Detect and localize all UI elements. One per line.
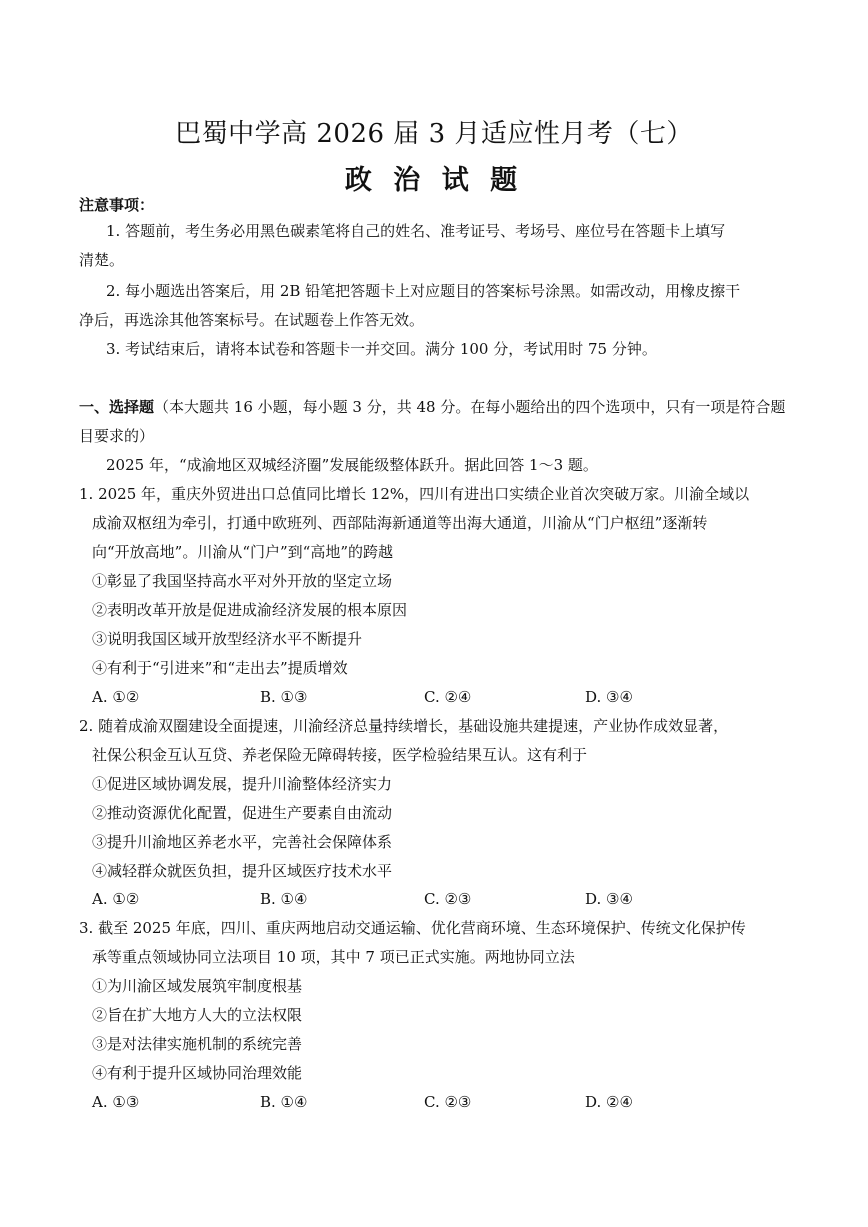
q3-item-4: ④有利于提升区域协同治理效能	[92, 1064, 303, 1082]
q2-item-1: ①促进区域协调发展，提升川渝整体经济实力	[92, 775, 393, 793]
notice-item-1-line-1: 1. 答题前，考生务必用黑色碳素笔将自己的姓名、准考证号、考场号、座位号在答题卡上填写	[106, 222, 726, 240]
q2-stem-line-1: 2. 随着成渝双圈建设全面提速，川渝经济总量持续增长，基础设施共建提速，产业协作成效显著，	[79, 717, 729, 735]
q3-item-1: ①为川渝区域发展筑牢制度根基	[92, 977, 303, 995]
section-1-description-line-2: 目要求的）	[79, 427, 155, 445]
notice-item-2-line-2: 净后，再选涂其他答案标号。在试题卷上作答无效。	[79, 311, 425, 329]
q1-stem-line-1: 1. 2025 年，重庆外贸进出口总值同比增长 12%，四川有进出口实绩企业首次突破万家。川渝全域以	[79, 485, 750, 503]
q3-option-b: B. ①④	[260, 1093, 308, 1111]
q3-option-d: D. ②④	[585, 1093, 633, 1111]
q2-item-4: ④减轻群众就医负担，提升区域医疗技术水平	[92, 862, 393, 880]
notice-heading: 注意事项：	[79, 196, 155, 214]
q2-option-d: D. ③④	[585, 890, 633, 908]
q2-item-3: ③提升川渝地区养老水平，完善社会保障体系	[92, 833, 393, 851]
exam-subject-title: 政 治 试 题	[344, 165, 524, 196]
q3-item-2: ②旨在扩大地方人大的立法权限	[92, 1006, 303, 1024]
q1-stem-line-3: 向“开放高地”。川渝从“门户”到“高地”的跨越	[92, 543, 394, 561]
section-1-heading-line	[79, 397, 785, 417]
material-intro: 2025 年，“成渝地区双城经济圈”发展能级整体跃升。据此回答 1～3 题。	[106, 456, 598, 474]
q3-item-3: ③是对法律实施机制的系统完善	[92, 1035, 303, 1053]
q2-option-c: C. ②③	[424, 890, 472, 908]
q2-stem-line-2: 社保公积金互认互贷、养老保险无障碍转接，医学检验结果互认。这有利于	[92, 746, 588, 764]
q3-stem-line-2: 承等重点领域协同立法项目 10 项，其中 7 项已正式实施。两地协同立法	[92, 948, 575, 966]
q1-option-b: B. ①③	[260, 688, 308, 706]
q1-item-1: ①彰显了我国坚持高水平对外开放的坚定立场	[92, 572, 393, 590]
section-1-description: （本大题共 16 小题，每小题 3 分，共 48 分。在每小题给出的四个选项中，只有一项是符合题	[154, 398, 786, 416]
q1-item-3: ③说明我国区域开放型经济水平不断提升	[92, 630, 363, 648]
q2-item-2: ②推动资源优化配置，促进生产要素自由流动	[92, 804, 393, 822]
q1-option-d: D. ③④	[585, 688, 633, 706]
section-1-heading: 一、选择题	[79, 398, 155, 416]
q2-option-b: B. ①④	[260, 890, 308, 908]
q3-option-a: A. ①③	[92, 1093, 140, 1111]
q1-item-2: ②表明改革开放是促进成渝经济发展的根本原因	[92, 601, 408, 619]
q1-option-a: A. ①②	[92, 688, 140, 706]
notice-item-1-line-2: 清楚。	[79, 251, 125, 269]
notice-item-2-line-1: 2. 每小题选出答案后，用 2B 铅笔把答题卡上对应题目的答案标号涂黑。如需改动，用橡皮擦干	[106, 282, 741, 300]
exam-title: 巴蜀中学高 2026 届 3 月适应性月考（七）	[175, 119, 693, 149]
q1-stem-line-2: 成渝双枢纽为牵引，打通中欧班列、西部陆海新通道等出海大通道，川渝从“门户枢纽”逐渐转	[92, 514, 708, 532]
q2-option-a: A. ①②	[92, 890, 140, 908]
q1-option-c: C. ②④	[424, 688, 472, 706]
q3-stem-line-1: 3. 截至 2025 年底，四川、重庆两地启动交通运输、优化营商环境、生态环境保护、传统文化保护传	[79, 919, 746, 937]
q3-option-c: C. ②③	[424, 1093, 472, 1111]
notice-item-3: 3. 考试结束后，请将本试卷和答题卡一并交回。满分 100 分，考试用时 75 分钟。	[106, 340, 657, 358]
q1-item-4: ④有利于“引进来”和“走出去”提质增效	[92, 659, 348, 677]
